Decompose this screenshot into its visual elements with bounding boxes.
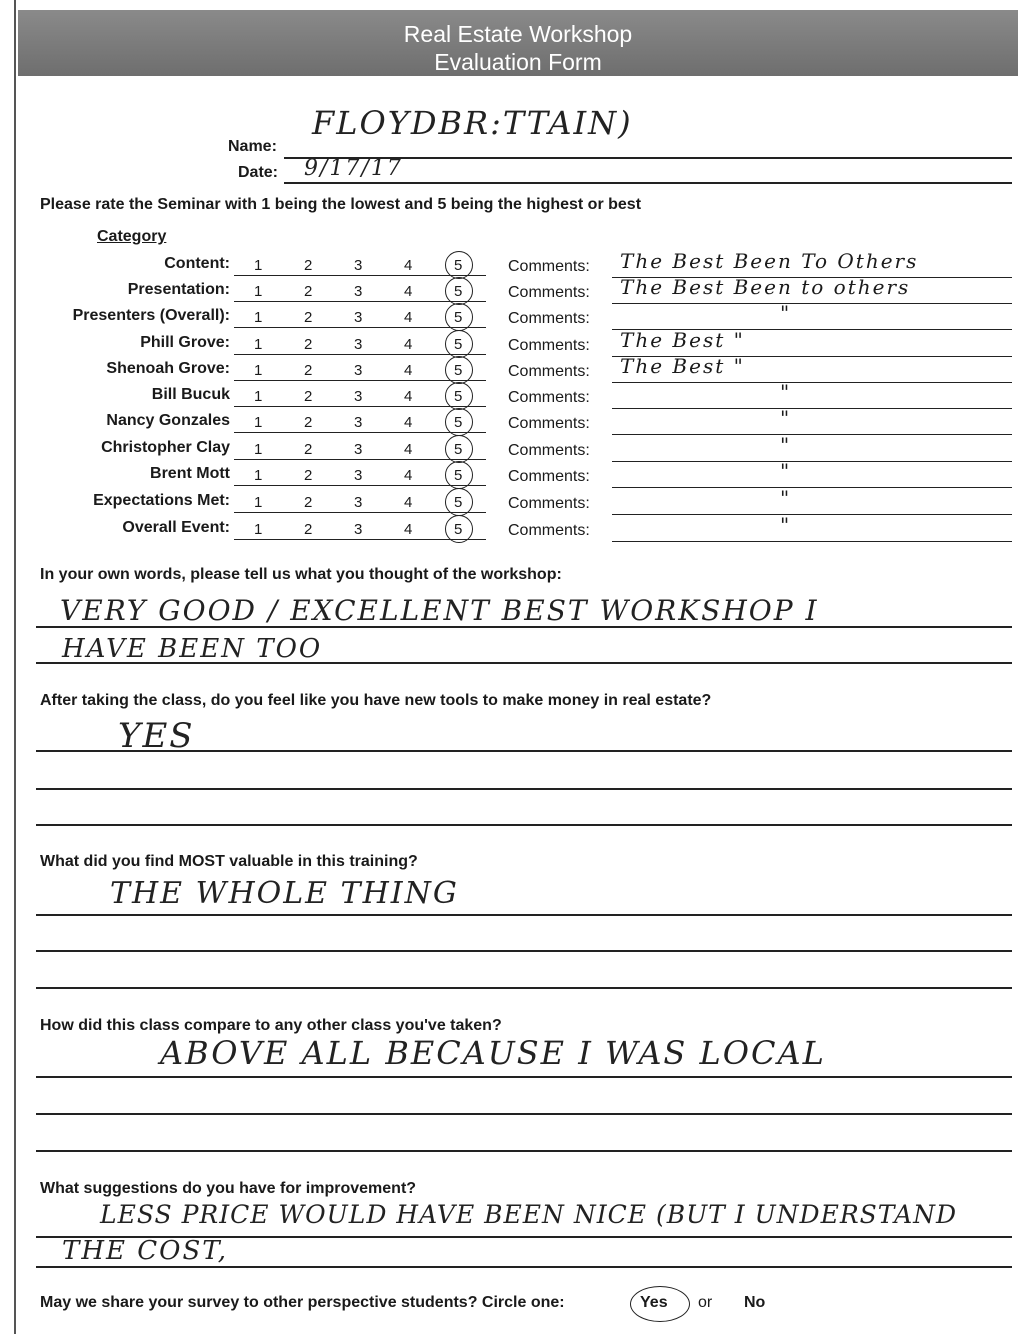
q3-answer[interactable]: THE WHOLE THING	[110, 876, 459, 911]
name-value[interactable]: FLOYDBR:TTAIN)	[312, 104, 633, 142]
rating-option-5[interactable]: 5	[454, 309, 463, 326]
rating-option-1[interactable]: 1	[254, 467, 263, 484]
selected-rating-circle	[445, 356, 473, 384]
q2-line-2	[36, 788, 1012, 790]
comment-line	[612, 382, 1012, 383]
rating-option-3[interactable]: 3	[354, 388, 363, 405]
rating-row	[0, 433, 1032, 465]
date-line	[284, 182, 1012, 184]
comment-value[interactable]: "	[780, 380, 792, 404]
rating-option-1[interactable]: 1	[254, 336, 263, 353]
selected-rating-circle	[445, 251, 473, 279]
rating-option-1[interactable]: 1	[254, 309, 263, 326]
rating-option-1[interactable]: 1	[254, 283, 263, 300]
comment-value[interactable]: "	[780, 513, 792, 537]
selected-rating-circle	[445, 488, 473, 516]
rating-category: Brent Mott	[150, 465, 230, 482]
comments-label: Comments:	[508, 310, 590, 327]
rating-option-4[interactable]: 4	[404, 521, 413, 538]
q3-line-3	[36, 987, 1012, 989]
rating-option-2[interactable]: 2	[304, 414, 313, 431]
header-subtitle: Evaluation Form	[434, 49, 602, 75]
rating-option-5[interactable]: 5	[454, 521, 463, 538]
rating-row	[0, 486, 1032, 518]
rating-row	[0, 301, 1032, 333]
comment-line	[612, 487, 1012, 488]
comments-label: Comments:	[508, 495, 590, 512]
rating-option-4[interactable]: 4	[404, 467, 413, 484]
name-label: Name:	[228, 138, 277, 155]
rating-option-5[interactable]: 5	[454, 388, 463, 405]
category-header: Category	[97, 228, 167, 245]
rating-category: Expectations Met:	[93, 492, 230, 509]
rating-underline	[234, 512, 486, 513]
rating-option-3[interactable]: 3	[354, 414, 363, 431]
rating-option-1[interactable]: 1	[254, 441, 263, 458]
selected-rating-circle	[445, 330, 473, 358]
q4-line-3	[36, 1150, 1012, 1152]
selected-rating-circle	[445, 277, 473, 305]
comment-line	[612, 541, 1012, 542]
share-yes-option[interactable]: Yes	[640, 1294, 668, 1311]
comment-value[interactable]: "	[780, 486, 792, 510]
rating-category: Presentation:	[127, 281, 230, 298]
rating-option-4[interactable]: 4	[404, 257, 413, 274]
comment-value[interactable]: "	[780, 406, 792, 430]
comment-line	[612, 461, 1012, 462]
rating-underline	[234, 432, 486, 433]
rating-option-3[interactable]: 3	[354, 441, 363, 458]
q4-question: How did this class compare to any other class you've taken?	[40, 1017, 502, 1034]
q2-answer[interactable]: YES	[118, 716, 195, 756]
rating-option-5[interactable]: 5	[454, 467, 463, 484]
rating-underline	[234, 301, 486, 302]
selected-rating-circle	[445, 382, 473, 410]
rating-option-4[interactable]: 4	[404, 336, 413, 353]
comment-line	[612, 434, 1012, 435]
rating-option-4[interactable]: 4	[404, 388, 413, 405]
rating-option-2[interactable]: 2	[304, 362, 313, 379]
q4-line-1	[36, 1076, 1012, 1078]
q5-line-2	[36, 1266, 1012, 1268]
comment-value[interactable]: The Best Been To Others	[620, 249, 919, 273]
rating-underline	[234, 380, 486, 381]
comments-label: Comments:	[508, 442, 590, 459]
comments-label: Comments:	[508, 468, 590, 485]
rating-option-1[interactable]: 1	[254, 494, 263, 511]
rating-row	[0, 406, 1032, 438]
rating-row	[0, 275, 1032, 307]
rating-underline	[234, 275, 486, 276]
rating-underline	[234, 406, 486, 407]
selected-rating-circle	[445, 515, 473, 543]
share-question: May we share your survey to other perspective students? Circle one:	[40, 1294, 565, 1311]
rating-option-2[interactable]: 2	[304, 257, 313, 274]
rating-option-3[interactable]: 3	[354, 467, 363, 484]
rating-row	[0, 459, 1032, 491]
rating-option-4[interactable]: 4	[404, 309, 413, 326]
comment-value[interactable]: "	[780, 459, 792, 483]
rating-option-3[interactable]: 3	[354, 336, 363, 353]
rating-category: Overall Event:	[122, 519, 230, 536]
q2-question: After taking the class, do you feel like you have new tools to make money in real estate?	[40, 692, 712, 709]
comment-line	[612, 303, 1012, 304]
rating-row	[0, 328, 1032, 360]
rating-option-3[interactable]: 3	[354, 494, 363, 511]
rating-row	[0, 380, 1032, 412]
comments-label: Comments:	[508, 337, 590, 354]
comment-value[interactable]: "	[780, 301, 792, 325]
rating-option-4[interactable]: 4	[404, 283, 413, 300]
rating-row	[0, 354, 1032, 386]
q5-question: What suggestions do you have for improvement?	[40, 1180, 417, 1197]
rating-option-3[interactable]: 3	[354, 521, 363, 538]
rating-underline	[234, 354, 486, 355]
rating-option-2[interactable]: 2	[304, 441, 313, 458]
date-label: Date:	[238, 164, 279, 181]
rating-underline	[234, 539, 486, 540]
date-value[interactable]: 9/17/17	[304, 156, 403, 181]
selected-rating-circle	[445, 435, 473, 463]
rating-underline	[234, 459, 486, 460]
q3-line-2	[36, 950, 1012, 952]
rating-option-3[interactable]: 3	[354, 257, 363, 274]
rating-option-2[interactable]: 2	[304, 494, 313, 511]
header-title: Real Estate Workshop	[403, 21, 633, 47]
rating-option-5[interactable]: 5	[454, 362, 463, 379]
rating-option-1[interactable]: 1	[254, 257, 263, 274]
rating-option-2[interactable]: 2	[304, 283, 313, 300]
rating-category: Nancy Gonzales	[106, 412, 230, 429]
rating-option-5[interactable]: 5	[454, 414, 463, 431]
rating-category: Content:	[164, 255, 230, 272]
comment-value[interactable]: The Best Been to others	[620, 275, 911, 299]
comment-line	[612, 514, 1012, 515]
rating-option-2[interactable]: 2	[304, 521, 313, 538]
selected-rating-circle	[445, 303, 473, 331]
rating-option-4[interactable]: 4	[404, 494, 413, 511]
rating-option-2[interactable]: 2	[304, 467, 313, 484]
rating-option-5[interactable]: 5	[454, 441, 463, 458]
rating-option-5[interactable]: 5	[454, 283, 463, 300]
share-no-option[interactable]: No	[744, 1294, 766, 1311]
rating-underline	[234, 327, 486, 328]
rating-row	[0, 513, 1032, 545]
rating-option-3[interactable]: 3	[354, 309, 363, 326]
rating-option-5[interactable]: 5	[454, 257, 463, 274]
comments-label: Comments:	[508, 415, 590, 432]
rating-option-3[interactable]: 3	[354, 283, 363, 300]
rating-option-2[interactable]: 2	[304, 336, 313, 353]
share-or: or	[698, 1294, 713, 1311]
rating-option-4[interactable]: 4	[404, 362, 413, 379]
comment-line	[612, 408, 1012, 409]
rating-option-1[interactable]: 1	[254, 362, 263, 379]
comment-value[interactable]: The Best "	[620, 328, 745, 352]
rating-option-1[interactable]: 1	[254, 414, 263, 431]
rating-category: Presenters (Overall):	[72, 307, 230, 324]
rating-category: Shenoah Grove:	[106, 360, 230, 377]
q3-question: What did you find MOST valuable in this training?	[40, 853, 418, 870]
selected-rating-circle	[445, 408, 473, 436]
q4-answer[interactable]: ABOVE ALL BECAUSE I WAS LOCAL	[160, 1034, 826, 1072]
comments-label: Comments:	[508, 363, 590, 380]
rating-option-1[interactable]: 1	[254, 521, 263, 538]
q1-question: In your own words, please tell us what you thought of the workshop:	[40, 566, 562, 583]
q1-answer-line1[interactable]: VERY GOOD / EXCELLENT BEST WORKSHOP I	[60, 594, 819, 627]
rating-option-3[interactable]: 3	[354, 362, 363, 379]
rating-option-2[interactable]: 2	[304, 309, 313, 326]
rating-underline	[234, 485, 486, 486]
rating-instructions: Please rate the Seminar with 1 being the lowest and 5 being the highest or best	[40, 196, 642, 213]
q5-answer-line2[interactable]: THE COST,	[62, 1236, 229, 1266]
q3-line-1	[36, 914, 1012, 916]
rating-option-5[interactable]: 5	[454, 494, 463, 511]
rating-category: Bill Bucuk	[151, 386, 230, 403]
rating-option-1[interactable]: 1	[254, 388, 263, 405]
comment-value[interactable]: The Best "	[620, 354, 745, 378]
rating-option-5[interactable]: 5	[454, 336, 463, 353]
q2-line-3	[36, 824, 1012, 826]
q1-answer-line2[interactable]: HAVE BEEN TOO	[62, 634, 323, 664]
comments-label: Comments:	[508, 258, 590, 275]
q5-answer-line1[interactable]: LESS PRICE WOULD HAVE BEEN NICE (BUT I UNDERSTAND	[100, 1200, 958, 1229]
rating-option-2[interactable]: 2	[304, 388, 313, 405]
comments-label: Comments:	[508, 389, 590, 406]
comment-value[interactable]: "	[780, 433, 792, 457]
rating-category: Christopher Clay	[101, 439, 230, 456]
rating-option-4[interactable]: 4	[404, 414, 413, 431]
rating-option-4[interactable]: 4	[404, 441, 413, 458]
comments-label: Comments:	[508, 284, 590, 301]
form-header	[18, 10, 1018, 76]
comments-label: Comments:	[508, 522, 590, 539]
selected-rating-circle	[445, 461, 473, 489]
q4-line-2	[36, 1113, 1012, 1115]
rating-category: Phill Grove:	[140, 334, 230, 351]
